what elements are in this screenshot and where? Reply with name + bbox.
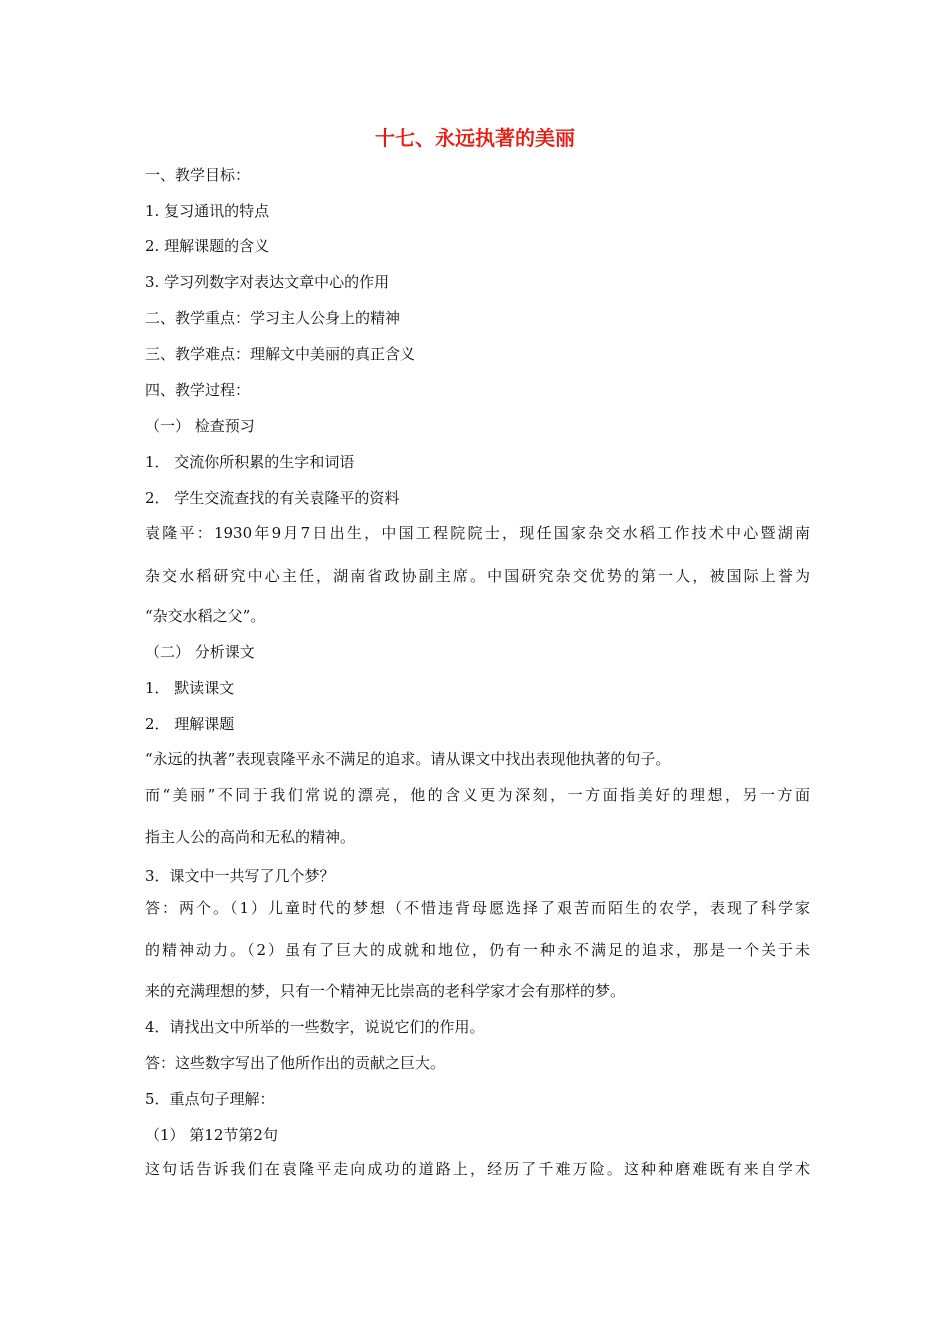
- list-item: 3. 学习列数字对表达文章中心的作用: [145, 273, 390, 291]
- paragraph-line: 指主人公的高尚和无私的精神。: [145, 828, 356, 846]
- section-heading-process: 四、教学过程：: [145, 381, 251, 399]
- document-title: 十七、永远执著的美丽: [375, 126, 575, 150]
- list-item: 3．课文中一共写了几个梦？: [145, 867, 335, 885]
- list-item: （1） 第12节第2句: [145, 1126, 278, 1144]
- paragraph-line: 来的充满理想的梦，只有一个精神无比崇高的老科学家才会有那样的梦。: [145, 982, 626, 1000]
- paragraph-line: 的精神动力。（2）虽有了巨大的成就和地位，仍有一种永不满足的追求，那是一个关于未: [145, 941, 810, 959]
- section-heading-key-points: 二、教学重点：学习主人公身上的精神: [145, 309, 401, 327]
- section-heading-objectives: 一、教学目标：: [145, 166, 251, 184]
- paragraph-line: 杂交水稻研究中心主任，湖南省政协副主席。中国研究杂交优势的第一人，被国际上誉为: [145, 567, 810, 585]
- paragraph-line: 袁隆平：1930年9月7日出生，中国工程院院士，现任国家杂交水稻工作技术中心暨湖南: [145, 524, 810, 542]
- subsection-heading-preview: （一） 检查预习: [145, 417, 255, 435]
- list-item: 1． 默读课文: [145, 679, 235, 697]
- list-item: 2． 学生交流查找的有关袁隆平的资料: [145, 489, 400, 507]
- subsection-heading-analysis: （二） 分析课文: [145, 643, 255, 661]
- list-item: 1． 交流你所积累的生字和词语: [145, 453, 355, 471]
- paragraph-line: “永远的执著”表现袁隆平永不满足的追求。请从课文中找出表现他执著的句子。: [145, 750, 671, 768]
- paragraph-line: “杂交水稻之父”。: [145, 607, 266, 625]
- list-item: 2． 理解课题: [145, 715, 235, 733]
- list-item: 5．重点句子理解：: [145, 1090, 275, 1108]
- paragraph-line: 答：这些数字写出了他所作出的贡献之巨大。: [145, 1054, 446, 1072]
- paragraph-line: 答：两个。（1）儿童时代的梦想（不惜违背母愿选择了艰苦而陌生的农学，表现了科学家: [145, 899, 810, 917]
- section-heading-difficulties: 三、教学难点：理解文中美丽的真正含义: [145, 345, 416, 363]
- list-item: 4．请找出文中所举的一些数字，说说它们的作用。: [145, 1018, 485, 1036]
- list-item: 1. 复习通讯的特点: [145, 202, 270, 220]
- list-item: 2. 理解课题的含义: [145, 237, 270, 255]
- paragraph-line: 而“美丽”不同于我们常说的漂亮，他的含义更为深刻，一方面指美好的理想，另一方面: [145, 786, 810, 804]
- paragraph-line: 这句话告诉我们在袁隆平走向成功的道路上，经历了千难万险。这种种磨难既有来自学术: [145, 1160, 810, 1178]
